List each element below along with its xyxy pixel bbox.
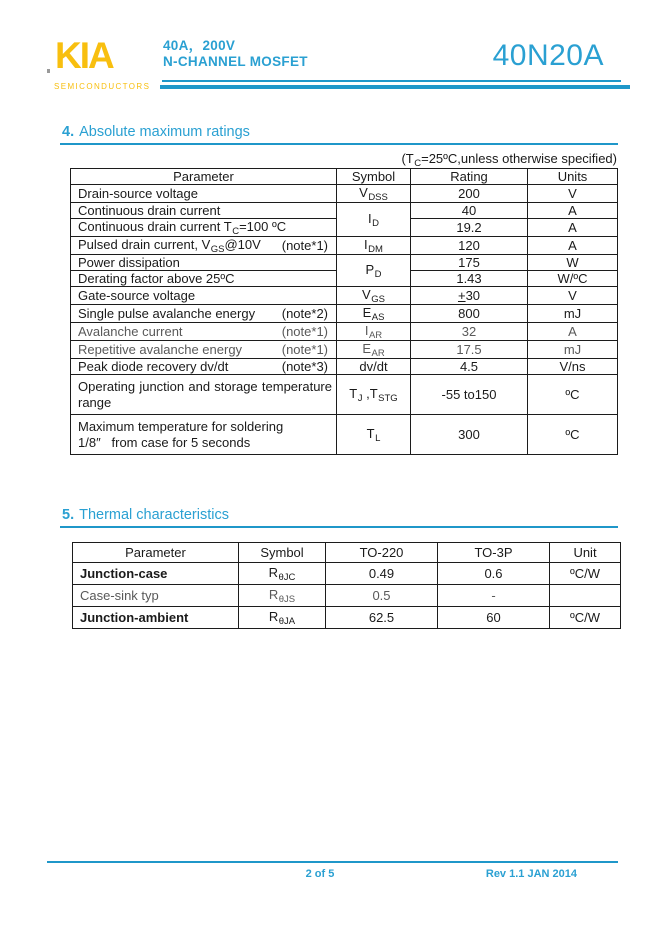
units-cell: A — [528, 323, 618, 341]
column-header: Symbol — [239, 543, 326, 563]
section-number: 4. — [62, 124, 75, 140]
revision-label: Rev 1.1 JAN 2014 — [485, 868, 577, 880]
parameter-cell — [71, 237, 337, 255]
symbol-cell: $T_L$ — [337, 415, 411, 455]
parameter-line: Maximum temperature for soldering — [78, 418, 284, 434]
rating-cell: 32 — [411, 323, 528, 341]
rating-cell: 800 — [411, 305, 528, 323]
table-row — [71, 203, 618, 219]
parameter-cell — [71, 203, 337, 219]
column-header: Symbol — [337, 169, 411, 185]
symbol-cell: $V_{DSS}$ — [337, 185, 411, 203]
column-header: Units — [528, 169, 618, 185]
units-cell: ºC — [528, 415, 618, 455]
rating-cell: 4.5 — [411, 359, 528, 375]
parameter-cell: Case-sink typ — [73, 585, 239, 607]
parameter-cell — [71, 271, 337, 287]
parameter-line: 1/8″ from case for 5 seconds — [78, 434, 251, 450]
rating-cell: 300 — [411, 415, 528, 455]
symbol-cell: $I_D$ — [337, 203, 411, 237]
parameter-text: Repetitive avalanche energy — [78, 342, 243, 357]
table-row — [71, 359, 618, 375]
note-reference: (note*1) — [281, 324, 328, 339]
symbol-cell: $T_J$ $,T_{STG}$ — [337, 375, 411, 415]
units-cell: A — [528, 219, 618, 237]
units-cell: V/ns — [528, 359, 618, 375]
section-title-absolute-maximum-ratings — [62, 124, 250, 140]
brand-logo: KIA — [55, 35, 113, 76]
subscript: C — [232, 226, 240, 237]
subscript: GS — [210, 244, 225, 255]
table-row — [71, 341, 618, 359]
table-row — [71, 237, 618, 255]
parameter-text: Continuous drain current — [78, 203, 221, 218]
parameter-cell — [71, 185, 337, 203]
parameter-cell: Junction-case — [73, 563, 239, 585]
to3p-value-cell: 0.6 — [438, 563, 550, 585]
header-rule-thick — [160, 85, 630, 89]
rating-cell: 200 — [411, 185, 528, 203]
table-header-row — [71, 169, 618, 185]
column-header: Parameter — [71, 169, 337, 185]
units-cell: mJ — [528, 305, 618, 323]
subscript: AS — [371, 312, 385, 323]
subscript: D — [374, 269, 382, 280]
symbol-cell: $V_{GS}$ — [337, 287, 411, 305]
parameter-cell — [71, 323, 337, 341]
brand-tagline: SEMICONDUCTORS — [54, 82, 151, 91]
table-row — [73, 563, 621, 585]
units-cell: V — [528, 185, 618, 203]
parameter-cell — [71, 359, 337, 375]
subscript: AR — [368, 330, 383, 341]
parameter-text: Pulsed drain current, $V_{GS}@10V$ — [78, 237, 261, 255]
absolute-maximum-ratings-table — [70, 168, 618, 455]
symbol-cell: $E_{AS}$ — [337, 305, 411, 323]
parameter-text: Drain-source voltage — [78, 186, 198, 201]
subscript: DSS — [368, 192, 388, 203]
rating-cell: +30 — [411, 287, 528, 305]
unit-cell — [550, 585, 621, 607]
parameter-cell — [71, 415, 337, 455]
subscript: θJC — [278, 572, 296, 583]
note-reference: (note*3) — [281, 359, 328, 374]
symbol-cell: $P_D$ — [337, 255, 411, 287]
rating-cell: -55 to150 — [411, 375, 528, 415]
table-row — [71, 255, 618, 271]
subscript: C — [414, 158, 422, 169]
subscript: AR — [371, 348, 385, 359]
table-row — [71, 375, 618, 415]
test-condition-note: ($T_C=25ºC,unless$ otherwise specified) — [401, 151, 617, 169]
column-header: Rating — [411, 169, 528, 185]
device-summary — [163, 38, 308, 70]
symbol-cell: $R_{\theta JA}$ — [239, 607, 326, 629]
parameter-cell — [71, 341, 337, 359]
subscript: D — [372, 218, 379, 229]
column-header: TO-220 — [326, 543, 438, 563]
parameter-text: Peak diode recovery dv/dt — [78, 359, 229, 374]
parameter-text: Gate-source voltage — [78, 288, 196, 303]
unit-cell: ºC/W — [550, 563, 621, 585]
device-type-line: N-CHANNEL MOSFET — [163, 54, 308, 69]
section-title-thermal-characteristics — [62, 507, 229, 523]
table-row — [71, 185, 618, 203]
parameter-cell — [71, 219, 337, 237]
to220-value-cell: 0.49 — [326, 563, 438, 585]
subscript: L — [375, 433, 381, 444]
symbol-cell: $I_{AR}$ — [337, 323, 411, 341]
table-row — [73, 607, 621, 629]
symbol-cell: $R_{\theta JC}$ — [239, 563, 326, 585]
column-header: Parameter — [73, 543, 239, 563]
footer-rule — [47, 861, 618, 863]
units-cell: W/ºC — [528, 271, 618, 287]
note-reference: (note*2) — [281, 306, 328, 321]
section-underline — [60, 143, 618, 145]
parameter-text: Avalanche current — [78, 324, 183, 339]
table-row — [73, 585, 621, 607]
symbol-cell: $I_{DM}$ — [337, 237, 411, 255]
section-number: 5. — [62, 507, 75, 523]
parameter-cell — [71, 287, 337, 305]
units-cell: V — [528, 287, 618, 305]
parameter-text: Operating junction and storage temperature range — [78, 378, 332, 410]
subscript: STG — [378, 393, 398, 404]
column-header: Unit — [550, 543, 621, 563]
subscript: J — [357, 393, 363, 404]
subscript: θJA — [278, 616, 296, 627]
units-cell: A — [528, 203, 618, 219]
note-reference: (note*1) — [281, 238, 328, 253]
rating-cell: 1.43 — [411, 271, 528, 287]
header-rule-thin — [162, 80, 621, 82]
to220-value-cell: 0.5 — [326, 585, 438, 607]
to3p-value-cell: 60 — [438, 607, 550, 629]
subscript: DM — [368, 244, 383, 255]
note-reference: (note*1) — [281, 342, 328, 357]
parameter-text: Continuous drain current $T_C=100$ ºC — [78, 219, 287, 237]
to220-value-cell: 62.5 — [326, 607, 438, 629]
symbol-cell: $R_{\theta JS}$ — [239, 585, 326, 607]
table-row — [71, 305, 618, 323]
logo-mark-dot — [47, 69, 50, 73]
device-rating-line: 40A，200V — [163, 38, 236, 53]
section-underline — [60, 526, 618, 528]
rating-cell: 17.5 — [411, 341, 528, 359]
rating-cell: 120 — [411, 237, 528, 255]
table-row — [71, 415, 618, 455]
unit-cell: ºC/W — [550, 607, 621, 629]
rating-cell: 19.2 — [411, 219, 528, 237]
rating-cell: 175 — [411, 255, 528, 271]
to3p-value-cell: - — [438, 585, 550, 607]
units-cell: A — [528, 237, 618, 255]
parameter-cell — [71, 305, 337, 323]
underlined-text: + — [457, 288, 466, 303]
section-title-text: Absolute maximum ratings — [79, 124, 250, 140]
subscript: GS — [371, 294, 385, 305]
symbol-cell: dv/dt — [337, 359, 411, 375]
part-number: 40N20A — [492, 39, 604, 72]
parameter-text: Power dissipation — [78, 255, 180, 270]
column-header: TO-3P — [438, 543, 550, 563]
parameter-text: Derating factor above 25ºC — [78, 271, 235, 286]
table-header-row — [73, 543, 621, 563]
page-indicator: 2 of 5 — [305, 868, 335, 880]
units-cell: ºC — [528, 375, 618, 415]
table-row — [71, 323, 618, 341]
symbol-cell: $E_{AR}$ — [337, 341, 411, 359]
subscript: θJS — [278, 594, 296, 605]
section-title-text: Thermal characteristics — [79, 507, 229, 523]
units-cell: W — [528, 255, 618, 271]
parameter-cell — [71, 255, 337, 271]
parameter-cell: Junction-ambient — [73, 607, 239, 629]
units-cell: mJ — [528, 341, 618, 359]
thermal-characteristics-table — [72, 542, 621, 629]
parameter-text: Single pulse avalanche energy — [78, 306, 256, 321]
rating-cell: 40 — [411, 203, 528, 219]
parameter-cell — [71, 375, 337, 415]
table-row — [71, 287, 618, 305]
